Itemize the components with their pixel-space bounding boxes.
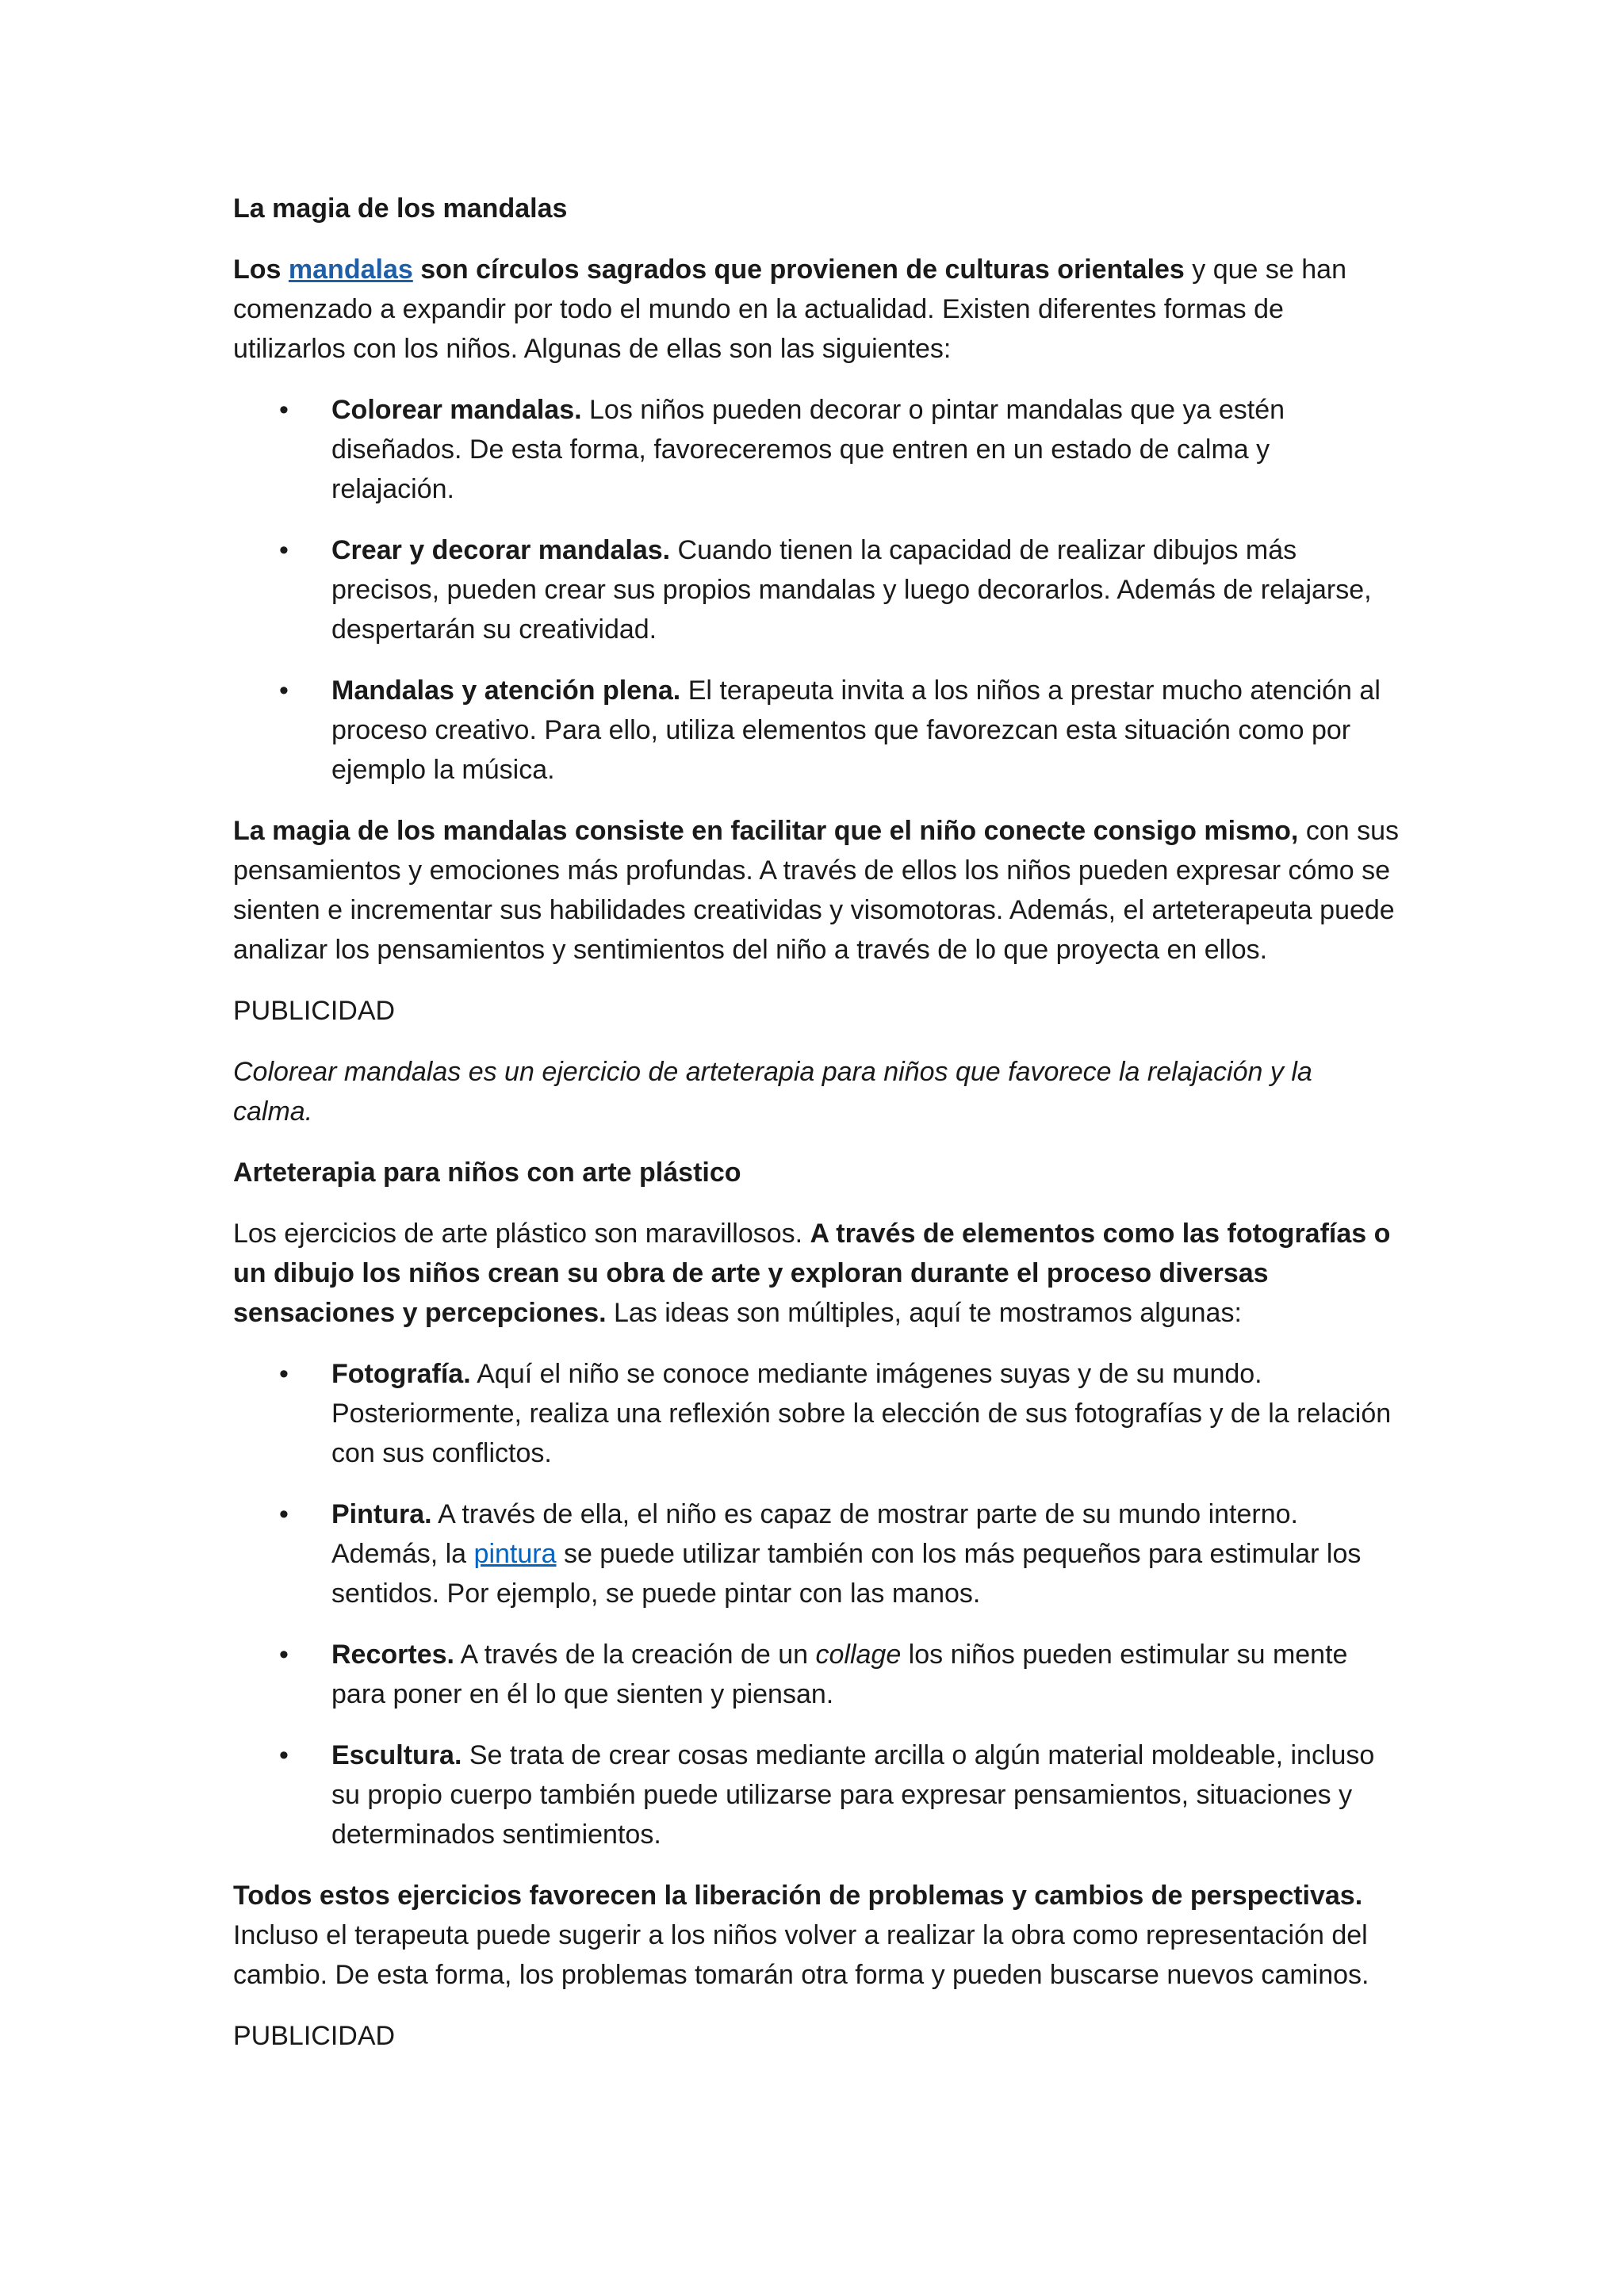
list-item: • Escultura. Se trata de crear cosas mediante arcilla o algún material moldeable, incluso su propio cuerpo también puede utilizarse para expresar pensamientos, situaciones y determinados sentimientos. [233, 1735, 1399, 1854]
section-heading-arte-plastico: Arteterapia para niños con arte plástico [233, 1158, 741, 1188]
arte-plastico-summary-paragraph: Todos estos ejercicios favorecen la liberación de problemas y cambios de perspectivas. Incluso el terapeuta puede sugerir a los niños volver a realizar la obra como representación del cambio. De esta forma, los problemas tomarán otra forma y pueden buscarse nuevos caminos. [233, 1881, 1369, 1990]
bullet-icon: • [279, 1499, 289, 1529]
arte-plastico-list [233, 1354, 1399, 1854]
mandalas-list [233, 390, 1399, 790]
bullet-icon: • [279, 1640, 289, 1670]
pintura-link[interactable]: pintura [473, 1539, 557, 1569]
advertisement-label: PUBLICIDAD [233, 996, 396, 1026]
list-item: • Fotografía. Aquí el niño se conoce mediante imágenes suyas y de su mundo. Posteriormente, realiza una reflexión sobre la elección de sus fotografías y de la relación con sus conflictos. [233, 1354, 1399, 1473]
list-item: • Colorear mandalas. Los niños pueden decorar o pintar mandalas que ya estén diseñados. De esta forma, favoreceremos que entren en un estado de calma y relajación. [233, 390, 1399, 509]
list-item: • Pintura. A través de ella, el niño es capaz de mostrar parte de su mundo interno. Además, la pintura se puede utilizar también con los más pequeños para estimular los sentidos. Por ejemplo, se puede pintar con las manos. [233, 1494, 1399, 1613]
mandalas-intro-paragraph: Los mandalas son círculos sagrados que provienen de culturas orientales y que se han comenzado a expandir por todo el mundo en la actualidad. Existen diferentes formas de utilizarlos con los niños. Algunas de ellas son las siguientes: [233, 254, 1346, 364]
bullet-icon: • [279, 675, 289, 706]
bullet-icon: • [279, 1359, 289, 1389]
mandalas-link[interactable]: mandalas [288, 254, 413, 285]
list-item: • Mandalas y atención plena. El terapeuta invita a los niños a prestar mucho atención al proceso creativo. Para ello, utiliza elementos que favorezcan esta situación como por ejemplo la música. [233, 671, 1399, 790]
mandalas-summary-paragraph: La magia de los mandalas consiste en facilitar que el niño conecte consigo mismo, con sus pensamientos y emociones más profundas. A través de ellos los niños pueden expresar cómo se sienten e incrementar sus habilidades creatividas y visomotoras. Además, el arteterapeuta puede analizar los pensamientos y sentimientos del niño a través de lo que proyecta en ellos. [233, 816, 1400, 965]
list-item: • Recortes. A través de la creación de un collage los niños pueden estimular su mente para poner en él lo que sienten y piensan. [233, 1635, 1399, 1714]
arte-plastico-intro-paragraph: Los ejercicios de arte plástico son maravillosos. A través de elementos como las fotografías o un dibujo los niños crean su obra de arte y exploran durante el proceso diversas sensaciones y percepciones. Las ideas son múltiples, aquí te mostramos algunas: [233, 1219, 1391, 1328]
image-caption: Colorear mandalas es un ejercicio de arteterapia para niños que favorece la relajación y la calma. [233, 1057, 1312, 1127]
list-item: • Crear y decorar mandalas. Cuando tienen la capacidad de realizar dibujos más precisos, pueden crear sus propios mandalas y luego decorarlos. Además de relajarse, despertarán su creatividad. [233, 530, 1399, 649]
bullet-icon: • [279, 1740, 289, 1770]
section-heading-mandalas: La magia de los mandalas [233, 193, 568, 224]
document-page [233, 189, 1399, 2077]
advertisement-label: PUBLICIDAD [233, 2021, 396, 2051]
bullet-icon: • [279, 535, 289, 565]
bullet-icon: • [279, 395, 289, 425]
